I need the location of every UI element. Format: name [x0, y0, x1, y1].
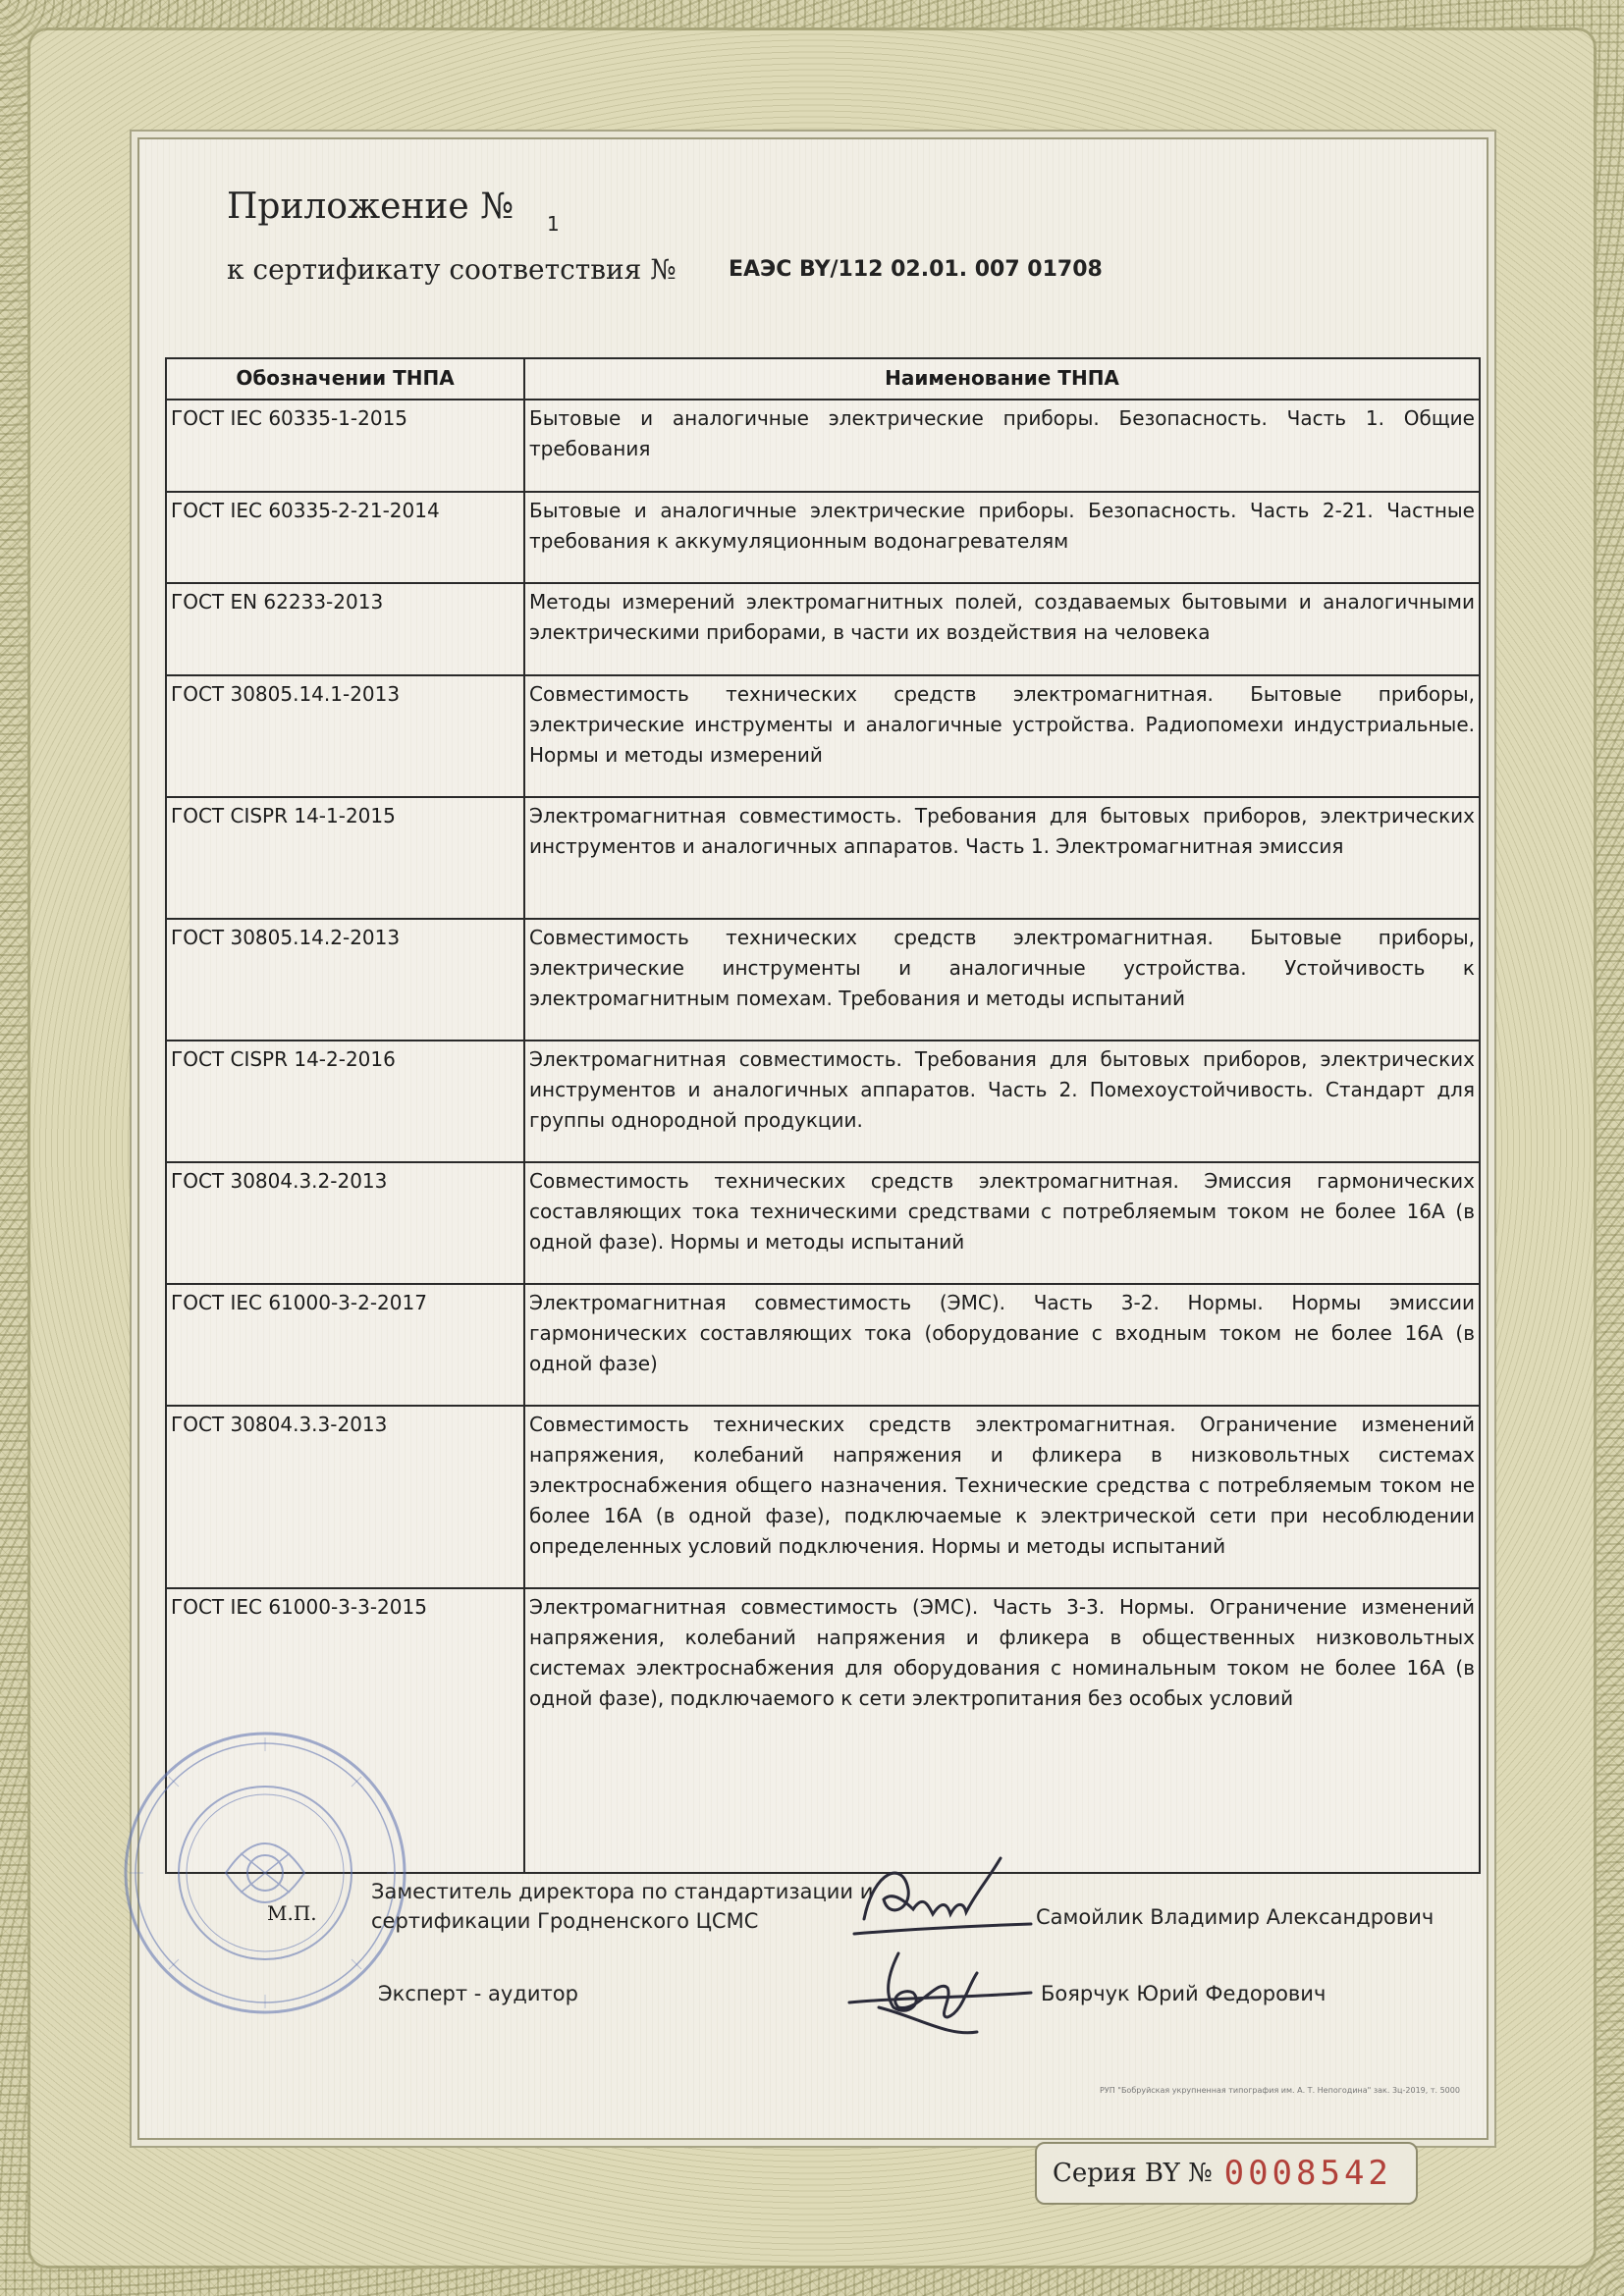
standard-code: ГОСТ EN 62233-2013 — [166, 583, 524, 675]
standard-name: Совместимость технических средств электромагнитная. Эмиссия гармонических составляющих тока техническими средствами с потребляемым током не более 16А (в одной фазе). Нормы и методы испытаний — [524, 1162, 1480, 1284]
table-row — [166, 1041, 1480, 1162]
standard-code: ГОСТ 30804.3.2-2013 — [166, 1162, 524, 1284]
expert-auditor-name: Боярчук Юрий Федорович — [1041, 1982, 1326, 2005]
standard-code: ГОСТ CISPR 14-1-2015 — [166, 797, 524, 919]
serial-number-box — [1035, 2142, 1418, 2205]
standard-code: ГОСТ IEC 61000-3-2-2017 — [166, 1284, 524, 1406]
standard-name: Совместимость технических средств электромагнитная. Ограничение изменений напряжения, колебаний напряжения и фликера в низковольтных системах электроснабжения общего назначения. Технические средства с потребляемым током не более 16А (в одной фазе), подключаемые к электрической сети при несоблюдении определенных условий подключения. Нормы и методы испытаний — [524, 1406, 1480, 1588]
table-row — [166, 583, 1480, 675]
table-row — [166, 400, 1480, 492]
standard-name: Электромагнитная совместимость (ЭМС). Часть 3-3. Нормы. Ограничение изменений напряжения, колебаний напряжения и фликера в общественных низковольтных системах электроснабжения для оборудования с номинальным током не более 16А (в одной фазе), подключаемого к сети электропитания без особых условий — [524, 1588, 1480, 1873]
certificate-number: ЕАЭС BY/112 02.01. 007 01708 — [729, 257, 1103, 282]
table-row — [166, 492, 1480, 583]
standard-name: Электромагнитная совместимость (ЭМС). Часть 3-2. Нормы. Нормы эмиссии гармонических составляющих тока (оборудование с входным током не более 16А (в одной фазе) — [524, 1284, 1480, 1406]
table-row — [166, 1162, 1480, 1284]
expert-signature — [839, 1939, 1036, 2047]
standard-name: Электромагнитная совместимость. Требования для бытовых приборов, электрических инструментов и аналогичных аппаратов. Часть 1. Электромагнитная эмиссия — [524, 797, 1480, 919]
standard-name: Электромагнитная совместимость. Требования для бытовых приборов, электрических инструментов и аналогичных аппаратов. Часть 2. Помехоустойчивость. Стандарт для группы однородной продукции. — [524, 1041, 1480, 1162]
seal-place-label: М.П. — [267, 1901, 317, 1925]
standard-code: ГОСТ CISPR 14-2-2016 — [166, 1041, 524, 1162]
printer-note: РУП "Бобруйская укрупненная типография им. А. Т. Непогодина" зак. 3ц-2019, т. 5000 — [1100, 2086, 1460, 2095]
standard-name: Методы измерений электромагнитных полей, создаваемых бытовыми и аналогичными электрическими приборами, в части их воздействия на человека — [524, 583, 1480, 675]
table-row — [166, 1406, 1480, 1588]
header-name: Наименование ТНПА — [524, 358, 1480, 400]
standard-name: Бытовые и аналогичные электрические приборы. Безопасность. Часть 2-21. Частные требования к аккумуляционным водонагревателям — [524, 492, 1480, 583]
table-row — [166, 1284, 1480, 1406]
standard-name: Бытовые и аналогичные электрические приборы. Безопасность. Часть 1. Общие требования — [524, 400, 1480, 492]
expert-auditor-label: Эксперт - аудитор — [378, 1982, 578, 2005]
table-header-row — [166, 358, 1480, 400]
standard-code: ГОСТ 30805.14.2-2013 — [166, 919, 524, 1041]
table-row — [166, 797, 1480, 919]
tnpa-table — [165, 357, 1481, 1874]
appendix-title: Приложение № — [227, 187, 514, 227]
serial-label: Серия BY № — [1053, 2159, 1213, 2188]
certificate-label: к сертификату соответствия № — [227, 253, 677, 286]
standard-code: ГОСТ 30804.3.3-2013 — [166, 1406, 524, 1588]
serial-number: 0008542 — [1223, 2154, 1392, 2193]
official-stamp — [118, 1726, 412, 2020]
table-row — [166, 919, 1480, 1041]
table-row — [166, 675, 1480, 797]
standard-code: ГОСТ IEC 60335-2-21-2014 — [166, 492, 524, 583]
standard-code: ГОСТ IEC 60335-1-2015 — [166, 400, 524, 492]
header-code: Обозначении ТНПА — [166, 358, 524, 400]
standard-code: ГОСТ 30805.14.1-2013 — [166, 675, 524, 797]
standard-code: ГОСТ IEC 61000-3-3-2015 — [166, 1588, 524, 1873]
appendix-number: 1 — [547, 212, 560, 236]
standard-name: Совместимость технических средств электромагнитная. Бытовые приборы, электрические инструменты и аналогичные устройства. Устойчивость к электромагнитным помехам. Требования и методы испытаний — [524, 919, 1480, 1041]
standard-name: Совместимость технических средств электромагнитная. Бытовые приборы, электрические инструменты и аналогичные устройства. Радиопомехи индустриальные. Нормы и методы измерений — [524, 675, 1480, 797]
deputy-director-label: Заместитель директора по стандартизации и сертификации Гродненского ЦСМС — [371, 1880, 874, 1933]
deputy-director-name: Самойлик Владимир Александрович — [1036, 1905, 1435, 1929]
